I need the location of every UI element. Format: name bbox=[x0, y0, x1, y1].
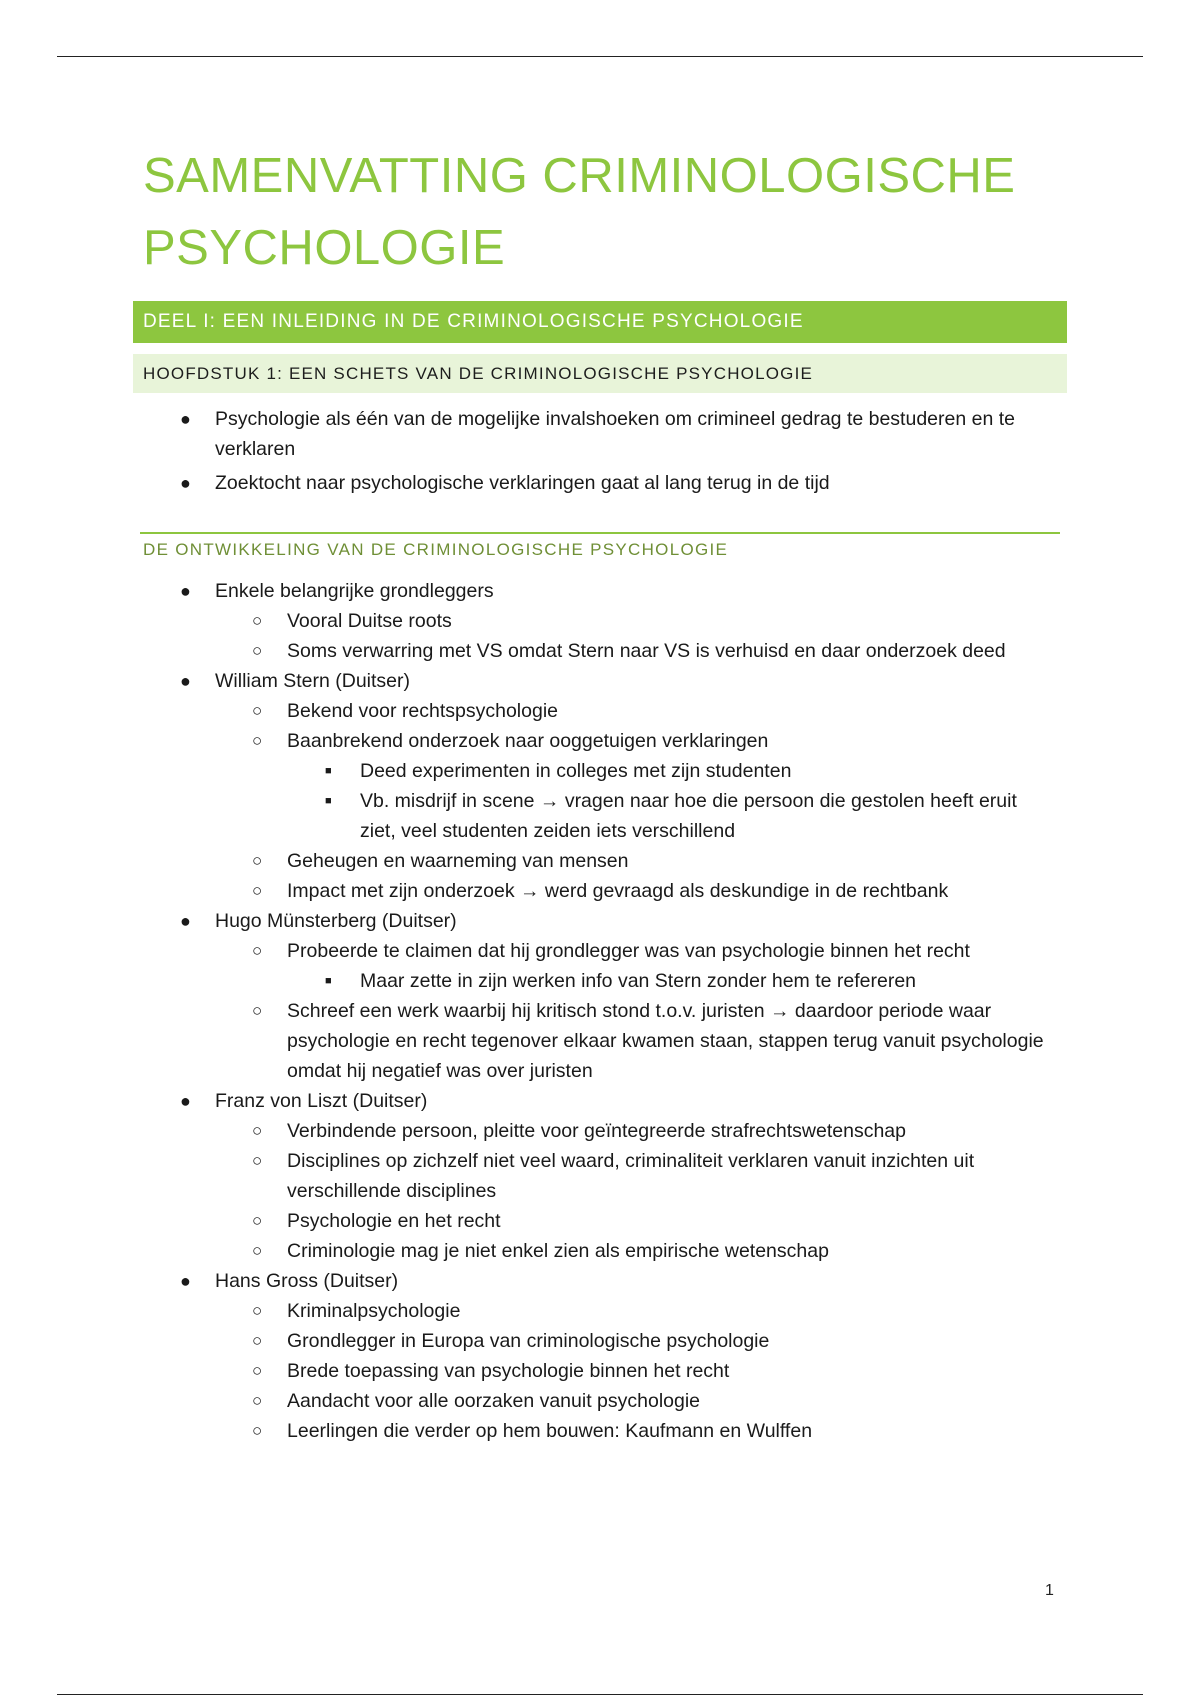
bullet-icon: ● bbox=[180, 1091, 191, 1111]
founders-list bbox=[0, 576, 1200, 1446]
list-item: ○ Criminologie mag je niet enkel zien als empirische wetenschap bbox=[0, 1236, 1200, 1266]
circle-bullet-icon: ○ bbox=[252, 1121, 263, 1140]
list-item: ○ Probeerde te claimen dat hij grondlegger was van psychologie binnen het recht bbox=[0, 936, 1200, 966]
circle-bullet-icon: ○ bbox=[252, 941, 263, 960]
chapter-heading: HOOFDSTUK 1: EEN SCHETS VAN DE CRIMINOLOGISCHE PSYCHOLOGIE bbox=[133, 354, 1067, 393]
bullet-icon: ● bbox=[180, 671, 191, 691]
list-item: ● Psychologie als één van de mogelijke invalshoeken om crimineel gedrag te bestuderen en te verklaren bbox=[0, 404, 1200, 464]
bullet-icon: ● bbox=[180, 911, 191, 931]
list-item: ○ Bekend voor rechtspsychologie bbox=[0, 696, 1200, 726]
circle-bullet-icon: ○ bbox=[252, 611, 263, 630]
circle-bullet-icon: ○ bbox=[252, 701, 263, 720]
list-item: ○ Kriminalpsychologie bbox=[0, 1296, 1200, 1326]
list-item: ● William Stern (Duitser) bbox=[0, 666, 1200, 696]
list-item: ○ Baanbrekend onderzoek naar ooggetuigen verklaringen bbox=[0, 726, 1200, 756]
list-item: ○ Aandacht voor alle oorzaken vanuit psychologie bbox=[0, 1386, 1200, 1416]
title-line-2: PSYCHOLOGIE bbox=[143, 221, 506, 275]
circle-bullet-icon: ○ bbox=[252, 1301, 263, 1320]
bullet-icon: ● bbox=[180, 581, 191, 601]
document-title bbox=[143, 140, 1103, 284]
list-item: ○ Geheugen en waarneming van mensen bbox=[0, 846, 1200, 876]
list-item: ● Zoektocht naar psychologische verklaringen gaat al lang terug in de tijd bbox=[0, 468, 1200, 498]
circle-bullet-icon: ○ bbox=[252, 1361, 263, 1380]
page-top-rule bbox=[57, 56, 1143, 57]
circle-bullet-icon: ○ bbox=[252, 1421, 263, 1440]
intro-bullet-list bbox=[0, 404, 1200, 498]
circle-bullet-icon: ○ bbox=[252, 641, 263, 660]
list-item: ○ Vooral Duitse roots bbox=[0, 606, 1200, 636]
list-item: ■ Vb. misdrijf in scene → vragen naar hoe die persoon die gestolen heeft eruit ziet, veel studenten zeiden iets verschillend bbox=[0, 786, 1200, 846]
list-item: ■ Deed experimenten in colleges met zijn studenten bbox=[0, 756, 1200, 786]
list-item: ■ Maar zette in zijn werken info van Stern zonder hem te refereren bbox=[0, 966, 1200, 996]
circle-bullet-icon: ○ bbox=[252, 1151, 263, 1170]
circle-bullet-icon: ○ bbox=[252, 1211, 263, 1230]
circle-bullet-icon: ○ bbox=[252, 731, 263, 750]
list-item: ● Hugo Münsterberg (Duitser) bbox=[0, 906, 1200, 936]
list-item: ○ Leerlingen die verder op hem bouwen: Kaufmann en Wulffen bbox=[0, 1416, 1200, 1446]
circle-bullet-icon: ○ bbox=[252, 851, 263, 870]
circle-bullet-icon: ○ bbox=[252, 1391, 263, 1410]
list-item: ○ Disciplines op zichzelf niet veel waard, criminaliteit verklaren vanuit inzichten uit verschillende disciplines bbox=[0, 1146, 1200, 1206]
list-item: ○ Soms verwarring met VS omdat Stern naar VS is verhuisd en daar onderzoek deed bbox=[0, 636, 1200, 666]
list-item: ○ Psychologie en het recht bbox=[0, 1206, 1200, 1236]
list-item: ○ Brede toepassing van psychologie binnen het recht bbox=[0, 1356, 1200, 1386]
part-heading: DEEL I: EEN INLEIDING IN DE CRIMINOLOGISCHE PSYCHOLOGIE bbox=[133, 301, 1067, 343]
page-number: 1 bbox=[1045, 1582, 1054, 1599]
list-item: ○ Grondlegger in Europa van criminologische psychologie bbox=[0, 1326, 1200, 1356]
list-item: ● Enkele belangrijke grondleggers bbox=[0, 576, 1200, 606]
section-divider bbox=[140, 532, 1060, 534]
square-bullet-icon: ■ bbox=[325, 975, 332, 987]
circle-bullet-icon: ○ bbox=[252, 1001, 263, 1020]
bullet-icon: ● bbox=[180, 409, 191, 429]
page-bottom-rule bbox=[57, 1694, 1143, 1695]
title-line-1: SAMENVATTING CRIMINOLOGISCHE bbox=[143, 149, 1016, 203]
list-item: ○ Impact met zijn onderzoek → werd gevraagd als deskundige in de rechtbank bbox=[0, 876, 1200, 906]
list-item: ● Hans Gross (Duitser) bbox=[0, 1266, 1200, 1296]
bullet-icon: ● bbox=[180, 473, 191, 493]
list-item: ● Franz von Liszt (Duitser) bbox=[0, 1086, 1200, 1116]
list-item: ○ Verbindende persoon, pleitte voor geïntegreerde strafrechtswetenschap bbox=[0, 1116, 1200, 1146]
list-item: ○ Schreef een werk waarbij hij kritisch stond t.o.v. juristen → daardoor periode waar psychologie en recht tegenover elkaar kwamen staan, stappen terug vanuit psychologie omdat hij negatief was over juristen bbox=[0, 996, 1200, 1086]
bullet-icon: ● bbox=[180, 1271, 191, 1291]
square-bullet-icon: ■ bbox=[325, 795, 332, 807]
circle-bullet-icon: ○ bbox=[252, 881, 263, 900]
circle-bullet-icon: ○ bbox=[252, 1241, 263, 1260]
square-bullet-icon: ■ bbox=[325, 765, 332, 777]
section-heading: DE ONTWIKKELING VAN DE CRIMINOLOGISCHE PSYCHOLOGIE bbox=[143, 540, 729, 559]
circle-bullet-icon: ○ bbox=[252, 1331, 263, 1350]
